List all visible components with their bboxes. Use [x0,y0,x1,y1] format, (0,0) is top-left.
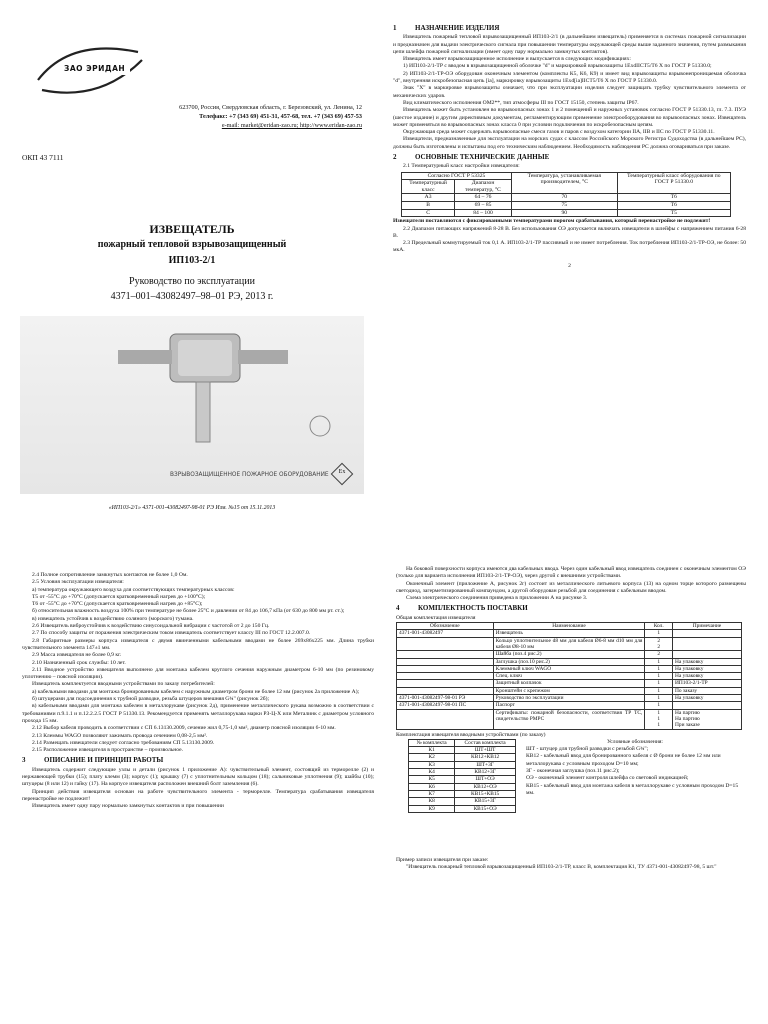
table-cell: К2 [409,754,455,761]
table-cell: 4371-001-43082497-98-01 ПС [397,702,494,709]
table-cell: Кольцо уплотнительное d8 мм для кабеля Ø6-8 мм d10 мм для кабеля Ø8-10 мм [493,637,645,651]
spec-line: 2.13 Клеммы WAGO позволяют зажимать провода сечением 0,08-2,5 мм². [32,732,208,739]
table-header: Температурный класс оборудования по ГОСТ Р 51330.0 [617,172,730,194]
paragraph: Окружающая среда может содержать взрывоопасные смеси газов и паров с воздухом категории IIA, IIB и IIC по ГОСТ Р 51330.11. [403,129,715,136]
table-cell: А3 [402,194,455,202]
table-row [409,790,516,797]
table-row [409,747,516,754]
paragraph: 2.1 Температурный класс настройки извещателя: [403,163,520,170]
spec-list [22,572,374,754]
spec-line: 2.5 Условия эксплуатации извещателя: [32,579,124,586]
company-email[interactable]: e-mail: market@eridan-zao.ru; http://www.eridan-zao.ru [221,122,362,129]
table-cell: Т6 [617,202,730,210]
table-row [402,202,731,210]
paragraph: Извещатель имеет взрывозащищенное исполнение и выпускается в следующих модификациях: [403,56,631,63]
table-cell: 90 [511,209,617,217]
table-row [402,194,731,202]
table-row [397,673,742,680]
table-row [409,754,516,761]
table-cell: КВ15+КВ15 [455,790,516,797]
table-cell: 2 2 [645,637,673,651]
table-cell: 84 – 100 [455,209,512,217]
table-cell: КВ12+3Г [455,769,516,776]
section-title: ОСНОВНЫЕ ТЕХНИЧЕСКИЕ ДАННЫЕ [415,153,550,162]
table-cell: КВ15+3Г [455,798,516,805]
table-cell: C [402,209,455,217]
spec-line: 2.11 Вводное устройство извещателя выполнено для монтажа кабелем круглого сечения наружным диаметром 6-10 мм (по резиновому уплотнению – поясной изоляции). [22,666,374,681]
table-cell: Т5 [617,209,730,217]
table-cell: К9 [409,805,455,812]
table-header: Наименование [493,623,645,630]
table-cell: 1 [645,673,673,680]
cover-page [0,0,384,520]
table-row [397,630,742,637]
table-cell: ИП103-2/1-ТР [672,680,741,687]
spec-line: 2.8 Габаритные размеры корпуса извещателя с двумя ввинченными кабельными вводами не более 269х86х225 мм. Длина трубки чувствительного элемента 147±1 мм. [22,637,374,651]
table-cell [672,637,741,651]
table-row [397,695,742,702]
paragraph: 2.2 Диапазон питающих напряжений 8-28 В. Без использования ОЭ допускается включать извещатели в шлейфы с напряжением питания 6-28 В. [393,225,746,239]
table-header: Обозначение [397,623,494,630]
product-photo-banner [20,316,364,494]
table-caption: Общая комплектация извещателя [396,614,476,621]
table-cell: 1 [645,630,673,637]
table-cell: К3 [409,761,455,768]
table-caption: Комплектация извещателя вводными устройствами (по заказу) [396,731,546,738]
document-code: 4371–001–43082497–98–01 РЭ, 2013 г. [110,291,274,302]
table-row [397,637,742,651]
table-row [409,798,516,805]
table-cell: На упаковку [672,665,741,672]
paragraph: 1) ИП103-2/1-ТР с вводом в взрывозащищенной оболочке "d" и маркировкой взрывозащиты 1ExdIICT5/T6 X по ГОСТ Р 51330.0; [403,63,712,70]
paragraph: Извещатель может быть установлен во взрывоопасных зонах 1 и 2 помещений и наружных установок согласно ГОСТ Р 51330.13, гл. 7.3. ПУЭ (шестое издание) и другим директивным документам, регламентирующим применение электрооборудования во взрывоопасных зонах. Извещатель может применяться во взрывоопасных зонах класса 0 при условии подключения по искробезопасным цепям. [393,107,746,128]
table-cell: К6 [409,783,455,790]
table-cell: Заглушка (поз.10 рис.2) [493,658,645,665]
table-row [409,805,516,812]
table-cell [672,630,741,637]
table-cell [672,651,741,658]
table-cell: К5 [409,776,455,783]
spec-line: 2.7 По способу защиты от поражения электрическим током извещатель соответствует классу III по ГОСТ 12.2.007.0. [32,630,311,637]
document-subtitle: пожарный тепловой взрывозащищенный [97,239,287,250]
legend-list [526,746,744,797]
order-example: "Извещатель пожарный тепловой взрывозащищенный ИП103-2/1-ТР, класс В, комплектация К1, ТУ 4371-001-43082497-98, 5 шт." [406,864,717,871]
spec-line: Извещатель комплектуется вводными устройствами по заказу потребителей: [32,681,215,688]
section-4-heading [396,605,746,612]
table-row [397,709,742,729]
paragraph: Извещатель содержит следующие узлы и детали (рисунок 1 приложение А): чувствительный элемент, состоящий из терморелле (2) и нержавеющей трубки (15); плату клемм (3); корпус (1); крышку (7) с уплотнительным кольцом (18); сальниковые уплотнения (9); шайбы (10); штуцеры (8 или 12) и гайку (17). На корпусе извещателя расположен внешний болт заземления (6). [22,766,374,788]
table-cell [397,658,494,665]
section-1-heading [393,25,746,32]
table-cell: КВ12+ОЭ [455,783,516,790]
spec-line: а) температура окружающего воздуха для соответствующих температурных классов: [32,586,235,593]
table-cell: 1 1 1 [645,709,673,729]
table-cell: Шайба (поз.4 рис.2) [493,651,645,658]
paragraph: 2.3 Предельный коммутируемый ток 0,1 А. ИП103-2/1-ТР пассивный и не имеет потребления. Ток потребления ИП103-2/1-ТР-ОЭ, не более: 50 мкА. [393,240,746,254]
paragraph: Знак "Х" в маркировке взрывозащиты означает, что при эксплуатации изделия следует защищать трубку чувствительного элемента от механических ударов. [393,85,746,99]
table-cell [397,651,494,658]
table-cell: Руководство по эксплуатации [493,695,645,702]
table-header: Кол. [645,623,673,630]
spec-line: а) кабельными вводами для монтажа бронированным кабелем с наружным диаметром брони не более 12 мм (рисунок 2а приложение А); [32,688,360,695]
section-title: ОПИСАНИЕ И ПРИНЦИП РАБОТЫ [44,756,164,765]
paragraph: Вид климатического исполнения ОМ2**, тип атмосферы III по ГОСТ 15150, степень защиты IP67. [403,99,639,106]
spec-line: 2.12 Выбор кабеля проводить в соответствии с СП 6.13130.2009, сечение жил 0,75-1,0 мм², диаметр поясной изоляции 6-10 мм. [32,725,336,732]
table-row [397,665,742,672]
table-row [409,783,516,790]
table-cell: 4371-001-43082497 [397,630,494,637]
table-header: № комплекта [409,739,455,746]
paragraph: Извещатель пожарный тепловой взрывозащищенный ИП103-2/1 (в дальнейшем извещатель) применяется в системах пожарной сигнализации и предназначен для выдачи электрического сигнала при повышении температуры окружающей среды выше заданного значения, путем размыкания цепи шлейфа пожарной сигнализации (имеет одну пару нормально замкнутых контактов). [393,34,746,55]
company-address: 623700, Россия, Свердловская область, г. Березовский, ул. Ленина, 12 [179,104,362,111]
paragraph: Извещатель имеет одну пару нормально замкнутых контактов и при повышении [32,803,224,810]
document-title: ИЗВЕЩАТЕЛЬ [149,222,235,236]
spec-line: 2.10 Назначенный срок службы: 10 лет. [32,659,126,666]
table-cell: 69 – 85 [455,202,512,210]
table-row [409,769,516,776]
table-cell: На упаковку [672,673,741,680]
page-number: 2 [568,262,571,269]
legend-item: КВ12 - кабельный ввод для бронированного кабеля с Ø брони не более 12 мм или металлорукава с условным проходом D=10 мм; [526,753,721,767]
table-row [397,680,742,687]
table-cell: 75 [511,202,617,210]
section-number: 3 [22,756,26,765]
table-cell: К7 [409,790,455,797]
table-cell: B [402,202,455,210]
page-3 [22,572,374,1022]
table-cell: КВ15+ОЭ [455,805,516,812]
paragraph: На боковой поверхности корпуса имеются два кабельных ввода. Через один кабельный ввод извещатель соединен с оконечным элементом ОЭ (только для варианта исполнения ИП103-2/1-ТР-ОЭ), через другой с внешними устройствами. [396,566,746,580]
legend-item: ЗГ - оконечная заглушка (поз.11 рис.2); [526,768,620,775]
table-row [397,687,742,694]
table-cell: Сертификаты: пожарной безопасности, соответствия ТР ТС, свидетельство РМРС [493,709,645,729]
table-header: Диапазон температур, °С [455,180,512,194]
table-row [397,702,742,709]
section-2-heading [393,154,746,161]
company-phones: Телефакс: +7 (343 69) 451-31, 457-68, тел. +7 (343 69) 457-53 [199,113,362,120]
table-header: Температура, устанавливаемая производителем, °С [511,172,617,194]
table-cell: ШТ+3Г [455,761,516,768]
cover-footer: «ИП103-2/1» 4371-001-43082497-98-01 РЭ Изм. №15 от 15.11.2013 [108,505,276,511]
table-cell: Защитный колпачок [493,680,645,687]
table-cell [397,709,494,729]
section-3-heading [22,757,374,764]
spec-line: б) штуцерами для подсоединения к трубной разводке, резьба штуцеров внешняя G¾" (рисунок 2б); [32,696,270,703]
table-cell: 1 [645,687,673,694]
table-cell: Спец. ключ [493,673,645,680]
table-header: Согласно ГОСТ Р 53325 [402,172,512,180]
table-row [397,658,742,665]
temperature-class-table [401,172,731,218]
legend-item: КВ15 - кабельный ввод для монтажа кабеля в металлорукаве с условным проходом D=15 мм. [526,782,739,796]
table-cell: Клеммный ключ WAGO [493,665,645,672]
spec-line: 2.6 Извещатель виброустойчив к воздействию синусоидальной вибрации с частотой от 2 до 150 Гц. [32,623,270,630]
logo-text: ЗАО ЭРИДАН [64,64,126,73]
legend-item: ОЭ - оконечный элемент контроля шлейфа со световой индикацией; [526,775,689,782]
warning-paragraph: Извещатели поставляются с фиксированными температурами порогом срабатывания, который перенастройке не подлежит! [393,218,711,225]
section-number: 4 [396,604,400,613]
table-cell: 1 [645,695,673,702]
table-cell: ШТ+ОЭ [455,776,516,783]
spec-line: в) извещатель устойчив к воздействию соляного (морского) тумана. [32,615,194,622]
table-cell [672,702,741,709]
table-cell: На упаковку [672,695,741,702]
section-number: 2 [393,153,397,162]
table-cell: 4371-001-43082497-98-01 РЭ [397,695,494,702]
spec-line: 2.14 Размещать извещатели следует согласно требованиям СП 5.13130.2009. [32,739,215,746]
spec-line: 2.15 Расположение извещателя в пространстве – произвольное. [32,747,184,754]
company-logo [30,30,148,108]
table-row [409,776,516,783]
table-cell: На упаковку [672,658,741,665]
table-cell: Извещатель [493,630,645,637]
paragraph: Извещатели, предназначенные для эксплуатации на морских судах с классом Российского Морского Регистра Судоходства (в дальнейшем РС), должны быть изготовлены и испытаны под его техническим наблюдением. Необходимость наблюдения РС должна оговариваться при заказе. [393,136,746,150]
table-cell: К4 [409,769,455,776]
table-cell: 1 [645,665,673,672]
table-cell: Т6 [617,194,730,202]
paragraph: Принцип действия извещателя основан на работе чувствительного элемента - терморелле. Температура срабатывания извещателя перенастройке не подлежит! [22,788,374,802]
ex-mark-text: Ex [338,469,346,475]
table-row [397,651,742,658]
spec-line: в) кабельными вводами для монтажа кабелем в металлорукаве (рисунок 2д), применение металлического рукава возможно в соответствии с требованиями п.9.1.1 и п.12.2.2.5 ГОСТ Р 51330.13. Рекомендуется применять металлорукава марки РЗ-Ц-Х или Металинк с диаметром условного прохода 15 мм. [22,703,374,724]
legend-title: Условные обозначения: [607,738,663,745]
table-cell: 70 [511,194,617,202]
legend-item: ШТ - штуцер для трубной разводки с резьбой G¾"; [526,746,649,753]
table-cell [397,673,494,680]
table-cell: 2 [645,651,673,658]
paragraph: Оконечный элемент (приложение А, рисунок 2г) состоит из металлического литьевого корпуса (13) на одном торце которого размещены светодиод, загерметизированный компаундом, а другой оборудован резьбой для соединения с кабельным вводом. [396,580,746,594]
photo-caption: ВЗРЫВОЗАЩИЩЕННОЕ ПОЖАРНОЕ ОБОРУДОВАНИЕ [170,472,329,478]
table-cell: 1 [645,658,673,665]
table-cell: 1 [645,702,673,709]
table-cell: 1 [645,680,673,687]
paragraph: 2) ИП103-2/1-ТР-ОЭ оборудован оконечным элементом (комплекты К5, К6, К9) и имеет вид взрывозащиты взрывонепроницаемая оболочка "d", внутренняя искробезопасная цепь [ia], маркировку взрывозащиты 1Exd[ia]IICT5/T6 X по ГОСТ Р 51330.0. [393,70,746,85]
spec-line: б) относительная влажность воздуха 100% при температуре не более 25°С и давлении от 84 до 106,7 кПа (от 630 до 800 мм рт. ст.); [32,608,345,615]
table-cell: 64 – 76 [455,194,512,202]
paragraph: Схема электрического соединения приведена в приложении А на рисунке 3. [406,595,588,602]
table-cell [397,680,494,687]
table-cell: К8 [409,798,455,805]
table-cell: По заказу [672,687,741,694]
okp-code: ОКП 43 7111 [22,153,64,162]
spec-line: 2.9 Масса извещателя не более 0,9 кг. [32,652,122,659]
section-title: КОМПЛЕКТНОСТЬ ПОСТАВКИ [418,604,528,613]
table-cell: К1 [409,747,455,754]
page-2 [393,22,746,520]
table-header: Состав комплекта [455,739,516,746]
page-4 [396,566,746,1024]
table-cell: Кронштейн с крепежом [493,687,645,694]
table-cell [397,687,494,694]
table-cell [397,665,494,672]
device-image [20,316,364,494]
section-number: 1 [393,24,397,32]
spec-line: Т5 от -55°С до +70°С (допускается кратковременный нагрев до +100°С); [32,593,206,600]
order-example-title: Пример записи извещателя при заказе: [396,856,489,863]
table-cell [397,637,494,651]
table-header: Температурный класс [402,180,455,194]
spec-line: Т6 от -55°С до +70°С (допускается кратковременный нагрев до +85°С); [32,601,203,608]
table-cell: На партию На партию При заказе [672,709,741,729]
table-header: Примечание [672,623,741,630]
table-row [409,761,516,768]
table-cell: КВ12+КВ12 [455,754,516,761]
manual-label: Руководство по эксплуатации [129,276,255,287]
section-title: НАЗНАЧЕНИЕ ИЗДЕЛИЯ [415,24,500,32]
table-cell: Паспорт [493,702,645,709]
input-kit-table [408,739,516,813]
spec-line: 2.4 Полное сопротивление замкнутых контактов не более 1,0 Ом. [32,572,188,578]
supply-kit-table [396,622,742,729]
table-cell: ШТ+ШТ [455,747,516,754]
product-model: ИП103-2/1 [168,255,216,266]
table-row [402,209,731,217]
